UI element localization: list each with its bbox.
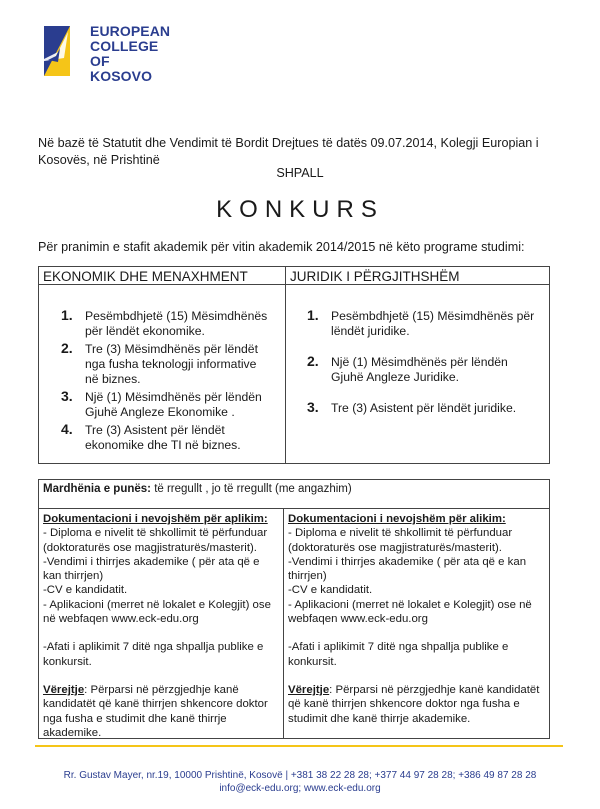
documentation-left bbox=[43, 512, 279, 740]
doc-line: (doktoraturës ose magjistraturës/masterit). bbox=[43, 541, 257, 554]
list-item: 3. Një (1) Mësimdhënës për lëndën Gjuhë Angleze Ekonomike . bbox=[61, 388, 262, 419]
documentation-right bbox=[288, 512, 546, 726]
list-item: 2. Një (1) Mësimdhënës për lëndën Gjuhë Angleze Juridike. bbox=[307, 353, 508, 384]
column-divider bbox=[283, 509, 284, 738]
column-divider bbox=[285, 267, 286, 463]
note-line: akademike. bbox=[43, 726, 102, 739]
list-item: 2. Tre (3) Mësimdhënës për lëndët nga fusha teknologji informative në biznes. bbox=[61, 340, 258, 386]
doc-line: në webfaqen www.eck-edu.org bbox=[43, 613, 199, 626]
college-logo bbox=[38, 22, 173, 82]
list-item: 4. Tre (3) Asistent për lëndët ekonomike dhe TI në biznes. bbox=[61, 421, 241, 452]
doc-line: (doktoraturës ose magjistraturës/masterit). bbox=[288, 541, 502, 554]
documentation-header: Dokumentacioni i nevojshëm për aplikim: bbox=[43, 513, 268, 525]
list-item: 1. Pesëmbdhjetë (15) Mësimdhënës për lëndët juridike. bbox=[307, 307, 535, 338]
note-line: nga fusha e studimit dhe kanë thirrje bbox=[43, 712, 227, 725]
programs-table bbox=[38, 266, 550, 464]
doc-line: -CV e kandidatit. bbox=[43, 584, 128, 597]
subtitle: Për pranimin e stafit akademik për vitin akademik 2014/2015 në këto programe studimi: bbox=[38, 240, 525, 254]
announcement-label: SHPALL bbox=[276, 166, 324, 180]
program-header-economics: EKONOMIK DHE MENAXHMENT bbox=[43, 269, 248, 284]
deadline-line: konkursit. bbox=[43, 655, 92, 668]
logo-line-1: EUROPEAN bbox=[90, 23, 171, 39]
intro-paragraph: Në bazë të Statutit dhe Vendimit të Bordit Drejtues të datës 09.07.2014, Kolegji Europian i Kosovës, në Prishtinë bbox=[38, 136, 539, 167]
employment-label: Mardhënia e punës: bbox=[43, 483, 151, 495]
footer-address: Rr. Gustav Mayer, nr.19, 10000 Prishtinë, Kosovë | +381 38 22 28 28; +377 44 97 28 28; +386 49 87 28 28 bbox=[63, 770, 537, 781]
employment-value: të rregullt , jo të rregullt (me angazhim) bbox=[151, 483, 352, 495]
header-divider bbox=[39, 284, 549, 285]
note-line: që kanë thirrjen shkencore doktor nga fusha e bbox=[288, 698, 520, 711]
documentation-header: Dokumentacioni i nevojshëm për alikim: bbox=[288, 513, 506, 525]
documentation-table bbox=[38, 509, 550, 739]
note-line: kandidatët që kanë thirrjen shkencore doktor bbox=[43, 698, 268, 711]
program-header-law: JURIDIK I PËRGJITHSHËM bbox=[290, 269, 460, 284]
doc-line: - Diploma e nivelit të shkollimit të përfunduar bbox=[43, 527, 268, 540]
deadline-line: -Afati i aplikimit 7 ditë nga shpallja publike e bbox=[288, 641, 509, 654]
doc-line: - Diploma e nivelit të shkollimit të përfunduar bbox=[288, 527, 513, 540]
doc-line: -Vendimi i thirrjes akademike ( për ata që e bbox=[43, 555, 260, 568]
law-positions-list bbox=[307, 309, 539, 432]
doc-line: webfaqen www.eck-edu.org bbox=[288, 613, 428, 626]
footer-contact: info@eck-edu.org; www.eck-edu.org bbox=[219, 783, 381, 794]
employment-type-row bbox=[38, 479, 550, 509]
list-item: 3. Tre (3) Asistent për lëndët juridike. bbox=[307, 399, 517, 415]
note-line: Vërejtje: Përparsi në përzgjedhje kanë bbox=[43, 683, 239, 696]
logo-emblem-icon bbox=[38, 22, 88, 78]
logo-line-3: OF KOSOVO bbox=[90, 53, 153, 84]
doc-line: -CV e kandidatit. bbox=[288, 584, 373, 597]
note-label: Vërejtje bbox=[43, 683, 85, 696]
deadline-line: konkursit. bbox=[288, 655, 337, 668]
note-line: Vërejtje: Përparsi në përzgjedhje kanë kandidatët bbox=[288, 683, 540, 696]
doc-line: - Aplikacioni (merret në lokalet e Kolegjit) ose në bbox=[288, 598, 532, 611]
economics-positions-list bbox=[61, 309, 271, 456]
note-label: Vërejtje bbox=[288, 683, 330, 696]
doc-line: - Aplikacioni (merret në lokalet e Kolegjit) ose bbox=[43, 598, 271, 611]
page-title: KONKURS bbox=[216, 196, 384, 223]
doc-line: thirrjen) bbox=[288, 570, 327, 583]
footer-divider bbox=[35, 745, 563, 747]
note-line: studimit dhe kanë thirrje akademike. bbox=[288, 712, 471, 725]
doc-line: -Vendimi i thirrjes akademike ( për ata që e kan bbox=[288, 555, 527, 568]
doc-line: kan thirrjen) bbox=[43, 570, 104, 583]
list-item: 1. Pesëmbdhjetë (15) Mësimdhënës për lëndët ekonomike. bbox=[61, 307, 268, 338]
logo-line-2: COLLEGE bbox=[90, 38, 159, 54]
deadline-line: -Afati i aplikimit 7 ditë nga shpallja publike e bbox=[43, 641, 264, 654]
